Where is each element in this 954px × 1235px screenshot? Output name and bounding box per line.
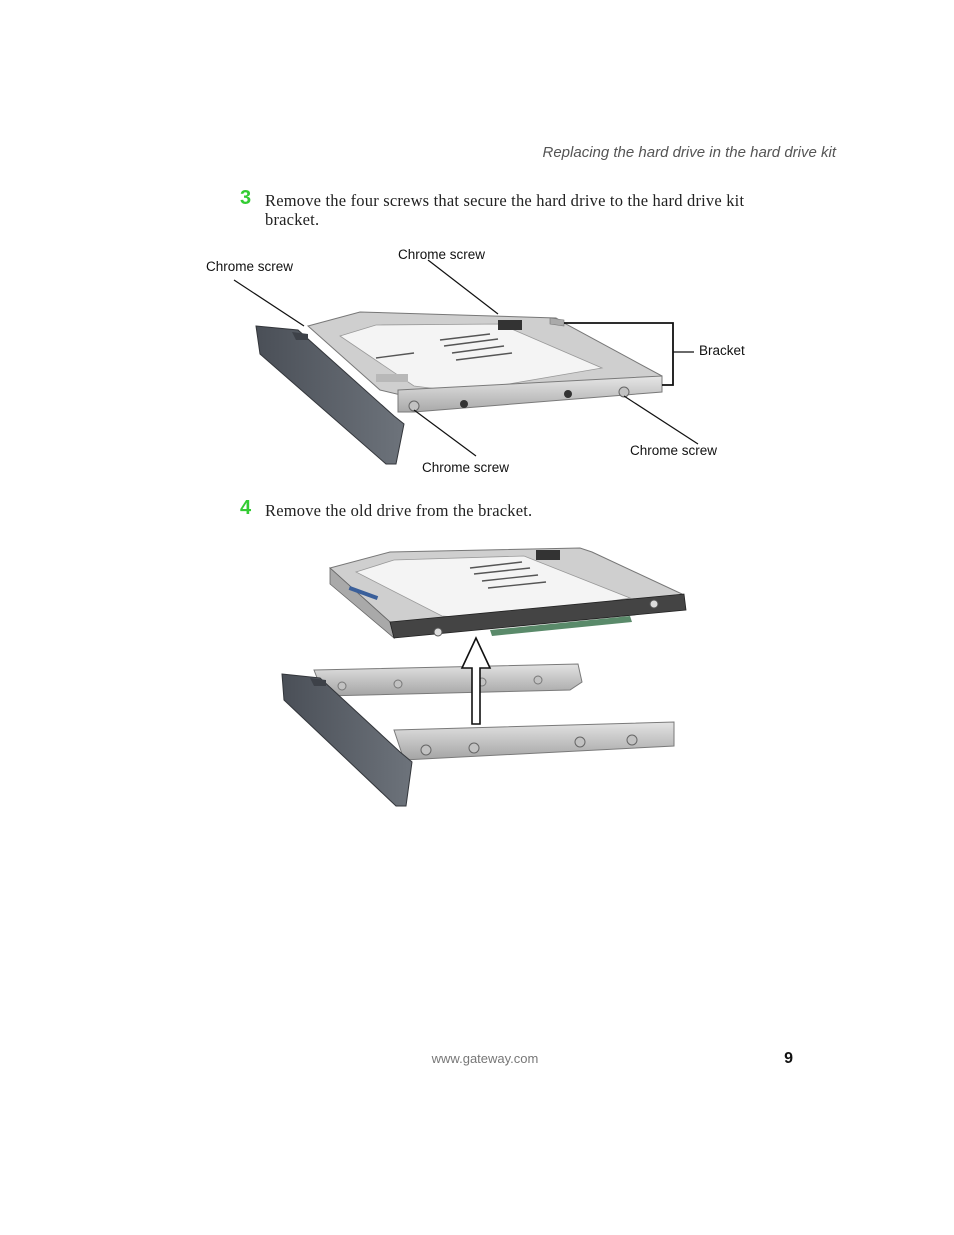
callout-chrome-screw-top-left: Chrome screw xyxy=(206,259,294,274)
callout-chrome-screw-bottom-left: Chrome screw xyxy=(422,460,510,475)
step-3 xyxy=(240,187,800,229)
bracket-rail-rear xyxy=(314,664,582,696)
callout-bracket: Bracket xyxy=(699,343,745,358)
callout-chrome-screw-bottom-right: Chrome screw xyxy=(630,443,718,458)
page-number: 9 xyxy=(784,1050,793,1067)
hard-drive xyxy=(330,548,686,638)
hard-drive-in-bracket-figure xyxy=(200,240,760,480)
callout-chrome-screw-top-center: Chrome screw xyxy=(398,247,486,262)
drive-removal-figure xyxy=(270,538,700,813)
footer-url: www.gateway.com xyxy=(431,1051,539,1066)
running-header: Replacing the hard drive in the hard drive kit xyxy=(542,144,836,161)
step-text: Remove the old drive from the bracket. xyxy=(265,501,533,520)
bracket-rail-front xyxy=(394,722,674,760)
step-4 xyxy=(240,497,800,520)
step-text: Remove the four screws that secure the hard drive to the hard drive kit bracket. xyxy=(265,191,745,229)
step-number: 4 xyxy=(240,497,252,519)
step-number: 3 xyxy=(240,187,252,209)
